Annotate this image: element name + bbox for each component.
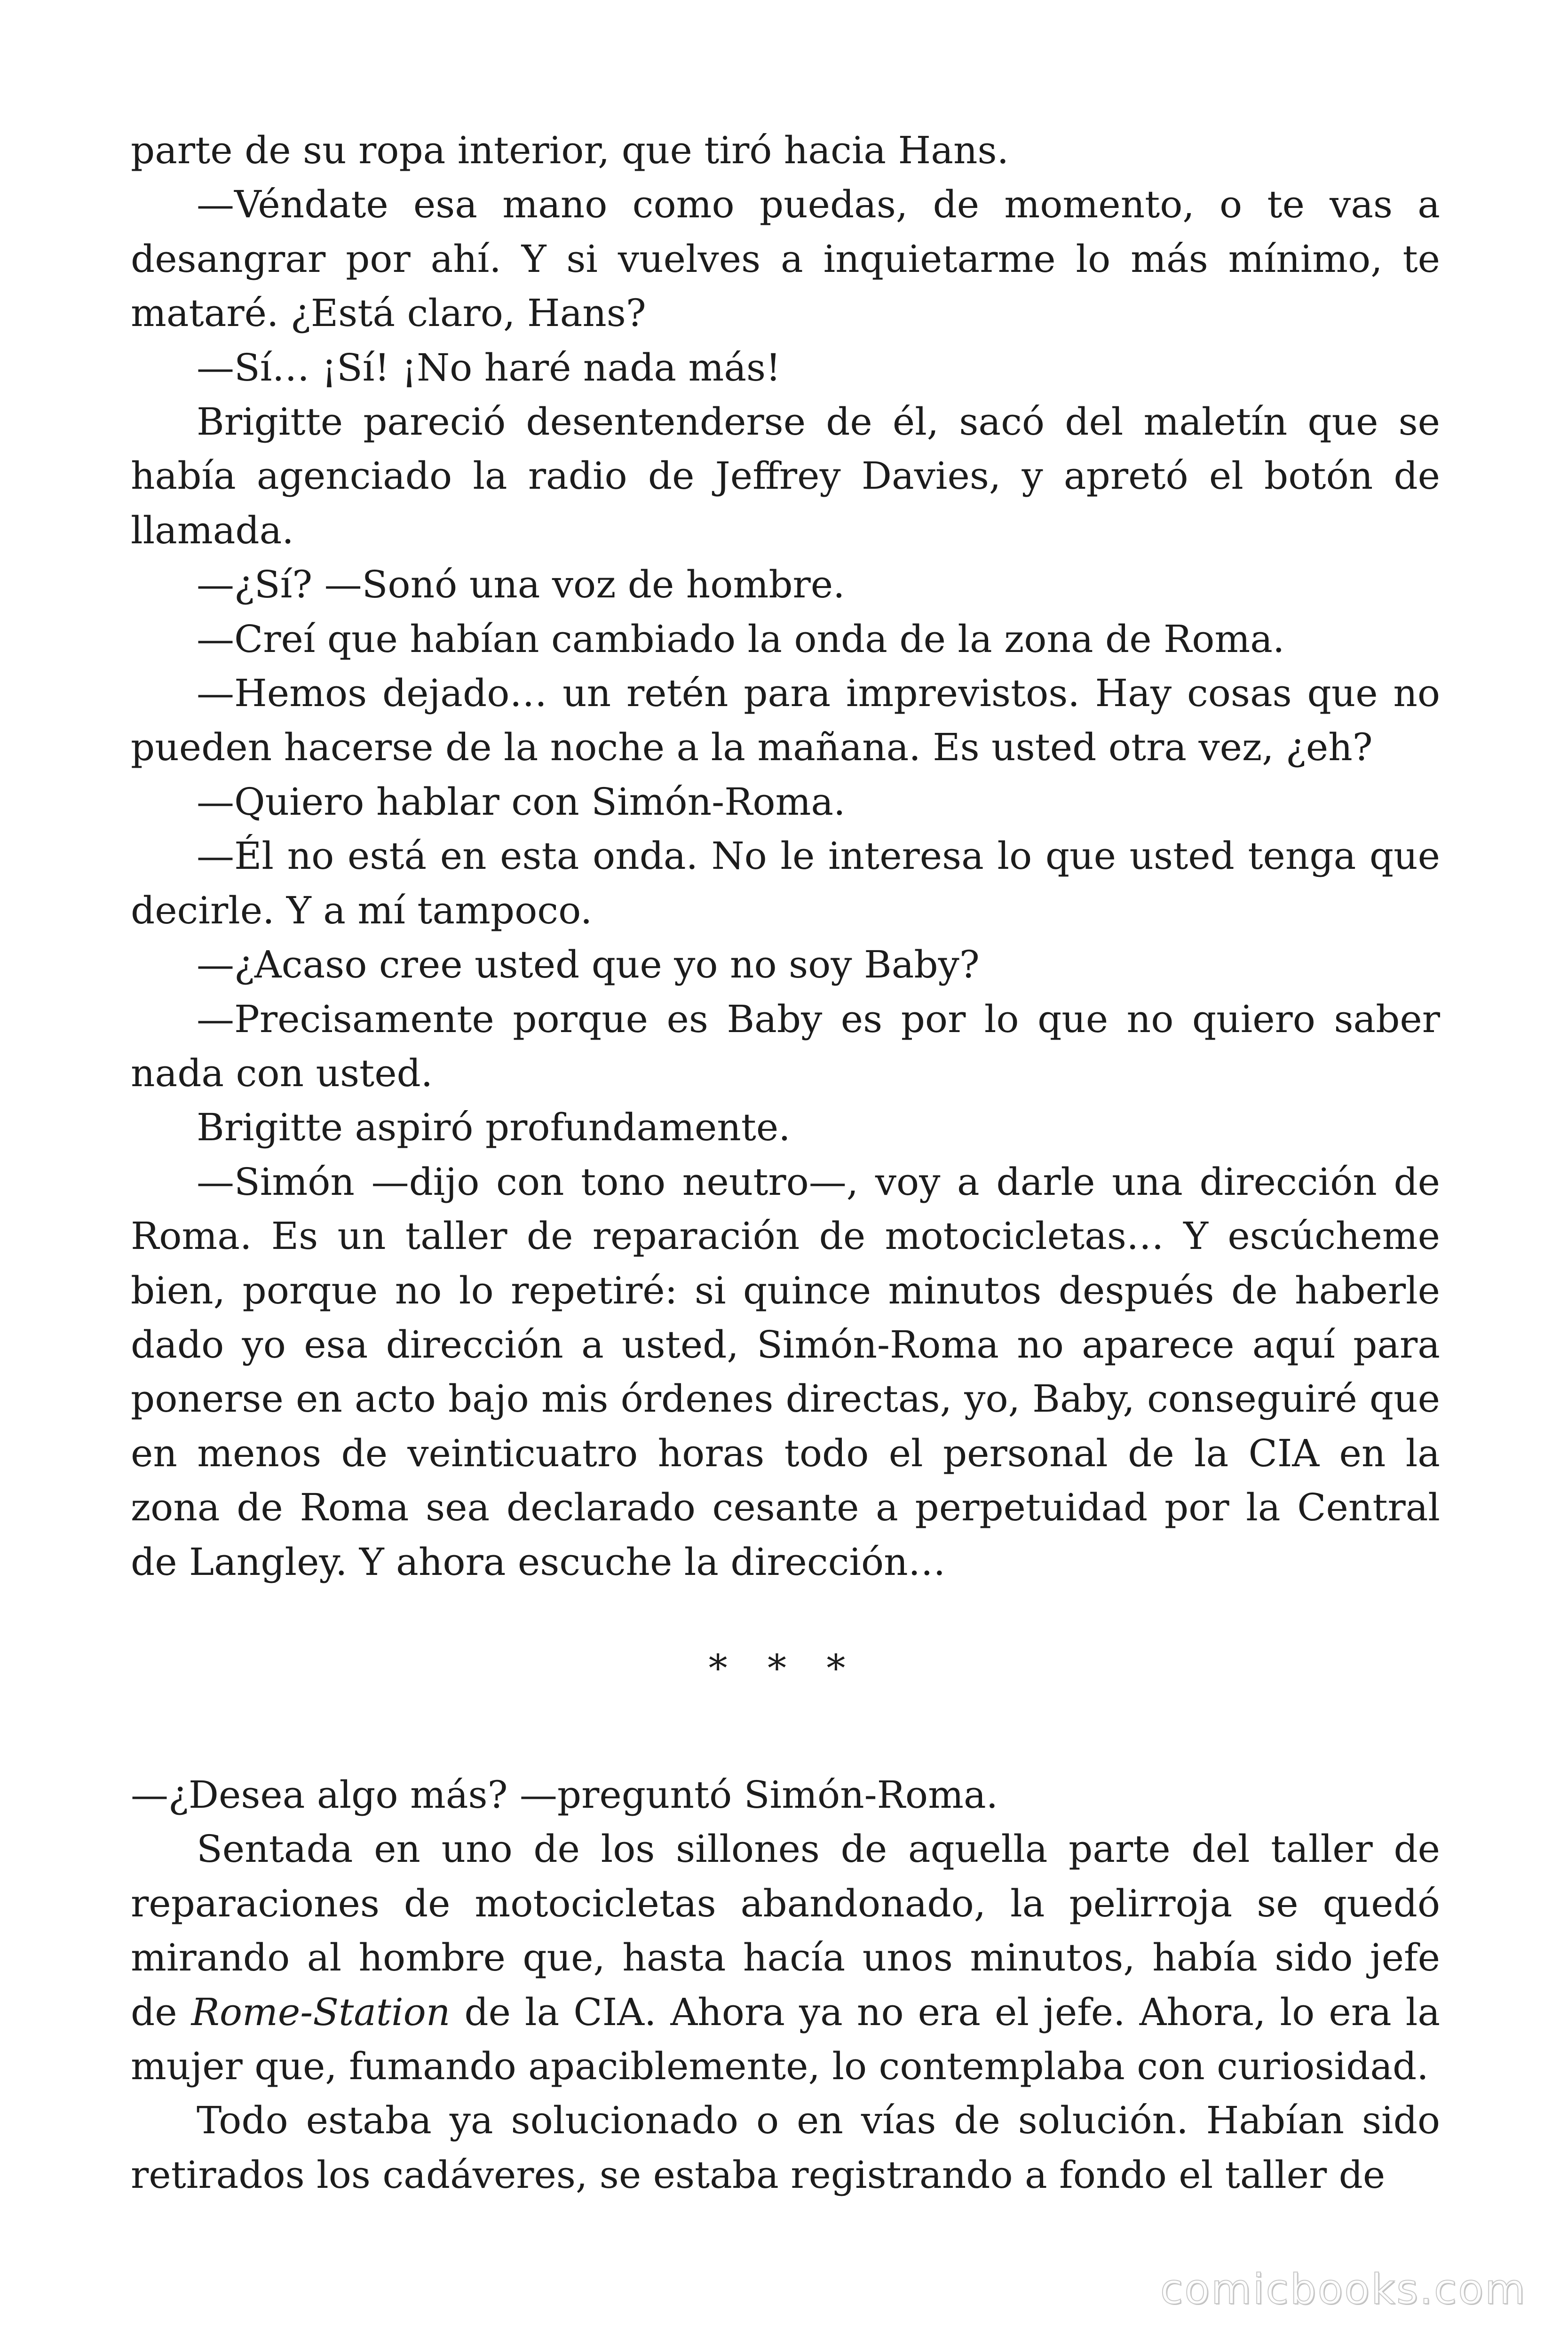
paragraph: —¿Acaso cree usted que yo no soy Baby? xyxy=(197,943,980,987)
watermark: comicbooks.com xyxy=(1160,2265,1527,2313)
paragraph: —¿Sí? —Sonó una voz de hombre. xyxy=(197,563,845,607)
section-separator: * * * xyxy=(708,1646,860,1690)
paragraph: —Creí que habían cambiado la onda de la zona de Roma. xyxy=(197,617,1285,661)
paragraph: Todo estaba ya solucionado o en vías de solución. Habían sido retirados los cadáveres, se estaba registrando a fondo el taller de xyxy=(131,2098,1440,2197)
text-block-bottom xyxy=(131,1768,1440,2202)
paragraph xyxy=(131,1822,1440,2093)
paragraph: —Precisamente porque es Baby es por lo que no quiero saber nada con usted. xyxy=(131,997,1440,1095)
paragraph-text: de la CIA. Ahora ya no era el jefe. Ahora, lo era la mujer que, fumando apaciblemente, lo contemplaba con curiosidad. xyxy=(131,1990,1441,2089)
paragraph: —Véndate esa mano como puedas, de momento, o te vas a desangrar por ahí. Y si vuelves a inquietarme lo más mínimo, te mataré. ¿Está claro, Hans? xyxy=(131,183,1440,335)
paragraph: —Quiero hablar con Simón-Roma. xyxy=(197,779,846,824)
paragraph-text: Sentada en uno de los sillones de aquella parte del taller de reparaciones de motocicletas abandonado, la pelirroja se quedó mirando al hombre que, hasta hacía unos minutos, había sido jefe de xyxy=(131,1827,1440,2034)
paragraph: —¿Desea algo más? —preguntó Simón-Roma. xyxy=(131,1773,998,1817)
paragraph: —Simón —dijo con tono neutro—, voy a darle una dirección de Roma. Es un taller de reparación de motocicletas… Y escúcheme bien, porque no lo repetiré: si quince minutos después de haberle dado yo esa dirección a usted, Simón-Roma no aparece aquí para ponerse en acto bajo mis órdenes directas, yo, Baby, conseguiré que en menos de veinticuatro horas todo el personal de la CIA en la zona de Roma sea declarado cesante a perpetuidad por la Central de Langley. Y ahora escuche la dirección… xyxy=(131,1160,1440,1584)
paragraph: —Sí… ¡Sí! ¡No haré nada más! xyxy=(197,345,781,389)
text-block-top xyxy=(131,123,1440,1589)
paragraph: Brigitte aspiró profundamente. xyxy=(197,1105,791,1150)
paragraph: —Hemos dejado… un retén para imprevistos. Hay cosas que no pueden hacerse de la noche a la mañana. Es usted otra vez, ¿eh? xyxy=(131,671,1440,770)
italic-term: Rome-Station xyxy=(191,1990,451,2034)
paragraph: parte de su ropa interior, que tiró hacia Hans. xyxy=(131,128,1009,172)
paragraph: —Él no está en esta onda. No le interesa lo que usted tenga que decirle. Y a mí tampoco. xyxy=(131,834,1440,932)
paragraph: Brigitte pareció desentenderse de él, sacó del maletín que se había agenciado la radio de Jeffrey Davies, y apretó el botón de llamada. xyxy=(131,400,1440,552)
